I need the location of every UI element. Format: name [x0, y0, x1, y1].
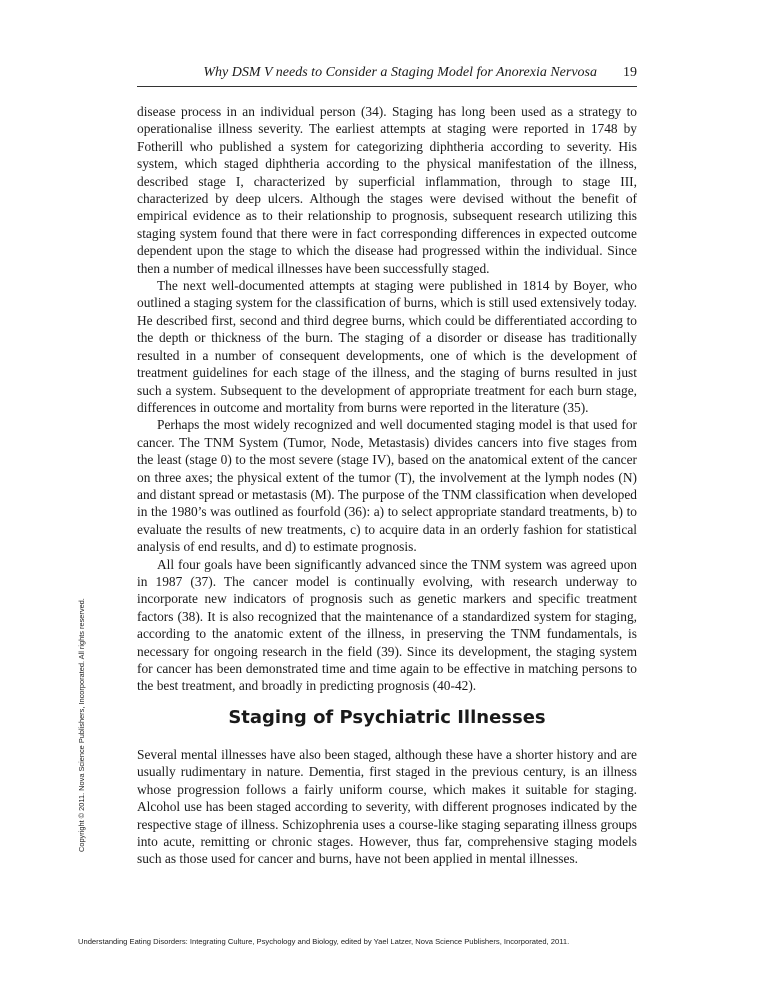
- paragraph: All four goals have been significantly advanced since the TNM system was agreed upon in 1987 (37). The cancer model is continually evolving, with research underway to incorporate new indicators of prognosis such as genetic markers and specific treatment factors (38). It is also recognized that the maintenance of a standardized system for staging, according to the anatomic extent of the illness, in preserving the TNM fundamentals, is necessary for ongoing research in the field (39). Since its development, the staging system for cancer has been demonstrated time and time again to be effective in matching persons to the best treatment, and broadly in predicting prognosis (40-42).: [137, 556, 637, 694]
- paragraph: disease process in an individual person (34). Staging has long been used as a strategy to operationalise illness severity. The earliest attempts at staging were reported in 1748 by Fotherill who published a system for categorizing diphtheria according to severity. His system, which staged diphtheria according to the physical manifestation of the illness, described stage I, characterized by superficial inflammation, through to stage III, characterized by deep ulcers. Although the stages were devised without the benefit of empirical evidence as to their relationship to prognosis, subsequent research utilizing this staging system found that there were in fact corresponding differences in expected outcome dependent upon the stage to which the disease had progressed within the individual. Since then a number of medical illnesses have been successfully staged.: [137, 104, 637, 276]
- running-header: [137, 64, 637, 82]
- page-number: 19: [623, 65, 637, 80]
- header-rule: [137, 86, 637, 87]
- paragraph: Several mental illnesses have also been staged, although these have a shorter history and are usually rudimentary in nature. Dementia, first staged in the previous century, is an illness whose progression follows a fairly uniform course, which makes it suitable for staging. Alcohol use has been staged according to severity, with different prognoses indicated by the respective stage of illness. Schizophrenia uses a course-like staging separating illness groups into acute, remitting or chronic stages. However, thus far, comprehensive staging models such as those used for cancer and burns, have not been applied in mental illnesses.: [137, 747, 637, 867]
- section-text: [137, 746, 637, 868]
- page-footer: Understanding Eating Disorders: Integrating Culture, Psychology and Biology, edited by Yael Latzer, Nova Science Publishers, Incorporated, 2011.: [78, 937, 570, 946]
- running-title: Why DSM V needs to Consider a Staging Model for Anorexia Nervosa: [203, 65, 597, 80]
- paragraph: Perhaps the most widely recognized and well documented staging model is that used for cancer. The TNM System (Tumor, Node, Metastasis) divides cancers into five stages from the least (stage 0) to the most severe (stage IV), based on the anatomical extent of the cancer on three axes; the physical extent of the tumor (T), the involvement at the lymph nodes (N) and distant spread or metastasis (M). The purpose of the TNM classification when developed in the 1980’s was outlined as fourfold (36): a) to select appropriate standard treatments, b) to evaluate the results of new treatments, c) to acquire data in an orderly fashion for statistical analysis of end results, and d) to estimate prognosis.: [137, 417, 637, 555]
- section-heading: Staging of Psychiatric Illnesses: [228, 707, 546, 728]
- paragraph: The next well-documented attempts at staging were published in 1814 by Boyer, who outlined a staging system for the classification of burns, which is still used extensively today. He described first, second and third degree burns, which could be differentiated according to the depth or thickness of the burn. The staging of a disorder or disease has traditionally resulted in a number of consequent developments, one of which is the development of treatment guidelines for each stage of the illness, and the staging of burns resulted in just such a system. Subsequent to the development of appropriate treatment for each burn stage, differences in outcome and mortality from burns were reported in the literature (35).: [137, 278, 637, 415]
- copyright-notice: Copyright © 2011. Nova Science Publishers, Incorporated. All rights reserved.: [77, 598, 86, 852]
- body-text: [137, 103, 637, 695]
